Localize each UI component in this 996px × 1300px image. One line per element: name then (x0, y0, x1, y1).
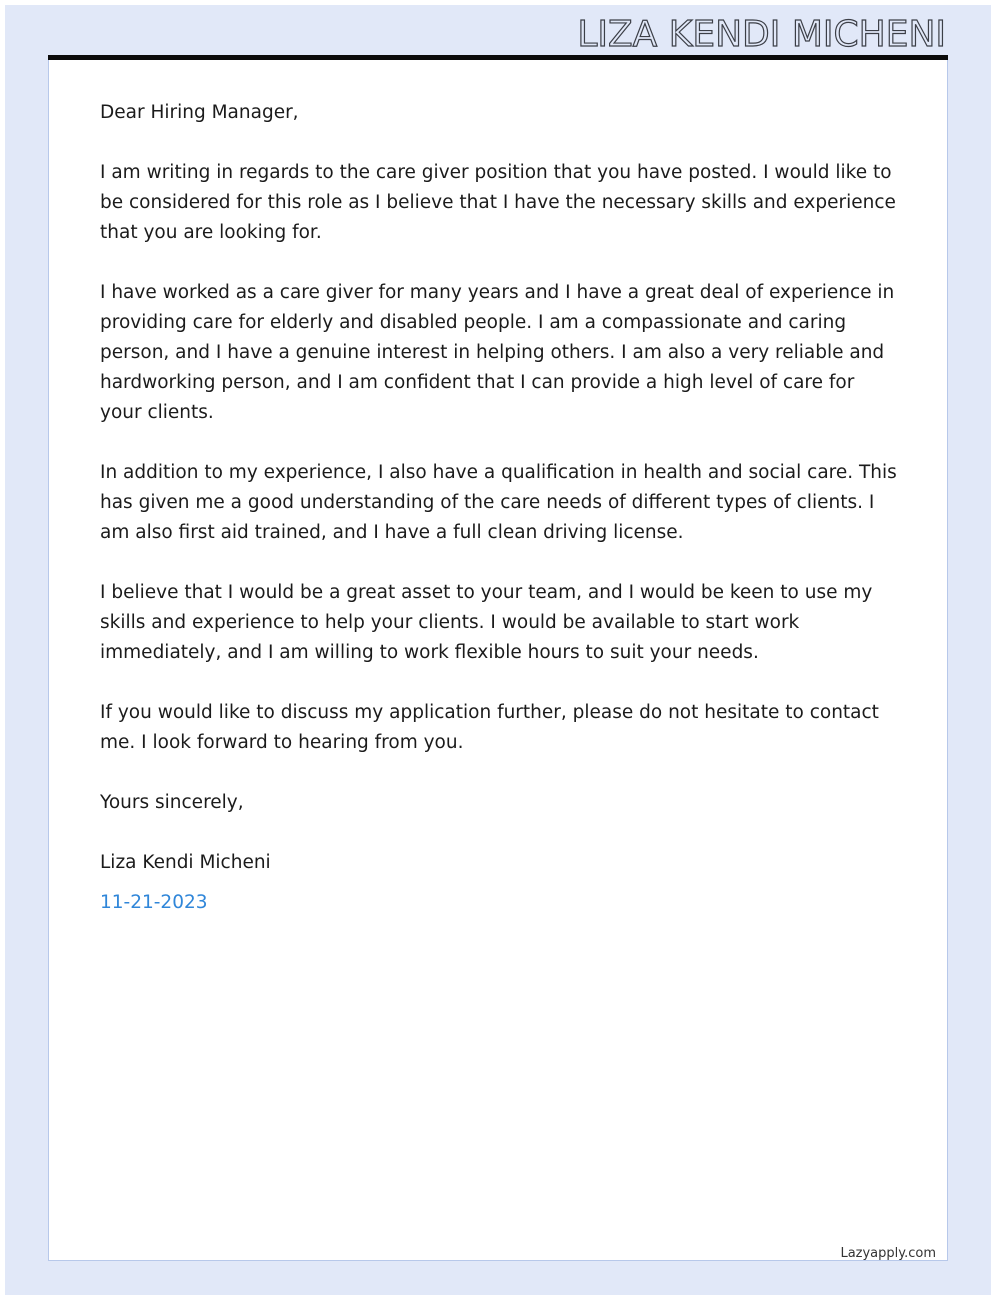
closing: Yours sincerely, (100, 792, 244, 813)
letter-paragraph: In addition to my experience, I also have a qualification in health and social care. This has given me a good understanding of the care needs of different types of clients. I am also first aid trained, and I have a full clean driving license. (100, 462, 897, 543)
letter-paragraph: I believe that I would be a great asset to your team, and I would be keen to use my skills and experience to help your clients. I would be available to start work immediately, and I am willing to work flexible hours to suit your needs. (100, 582, 873, 663)
letter-paragraph: If you would like to discuss my application further, please do not hesitate to contact me. I look forward to hearing from you. (100, 702, 879, 753)
applicant-name-header: LIZA KENDI MICHENI (577, 14, 946, 55)
cover-letter-body (100, 98, 900, 918)
salutation: Dear Hiring Manager, (100, 102, 299, 123)
signature-name: Liza Kendi Micheni (100, 852, 271, 873)
footer-brand: Lazyapply.com (840, 1246, 936, 1261)
letter-paragraph: I am writing in regards to the care giver position that you have posted. I would like to be considered for this role as I believe that I have the necessary skills and experience that you are looking for. (100, 162, 896, 243)
letter-paragraph: I have worked as a care giver for many years and I have a great deal of experience in providing care for elderly and disabled people. I am a compassionate and caring person, and I have a genuine interest in helping others. I am also a very reliable and hardworking person, and I am confident that I can provide a high level of care for your clients. (100, 282, 895, 423)
letter-date: 11-21-2023 (100, 892, 208, 913)
